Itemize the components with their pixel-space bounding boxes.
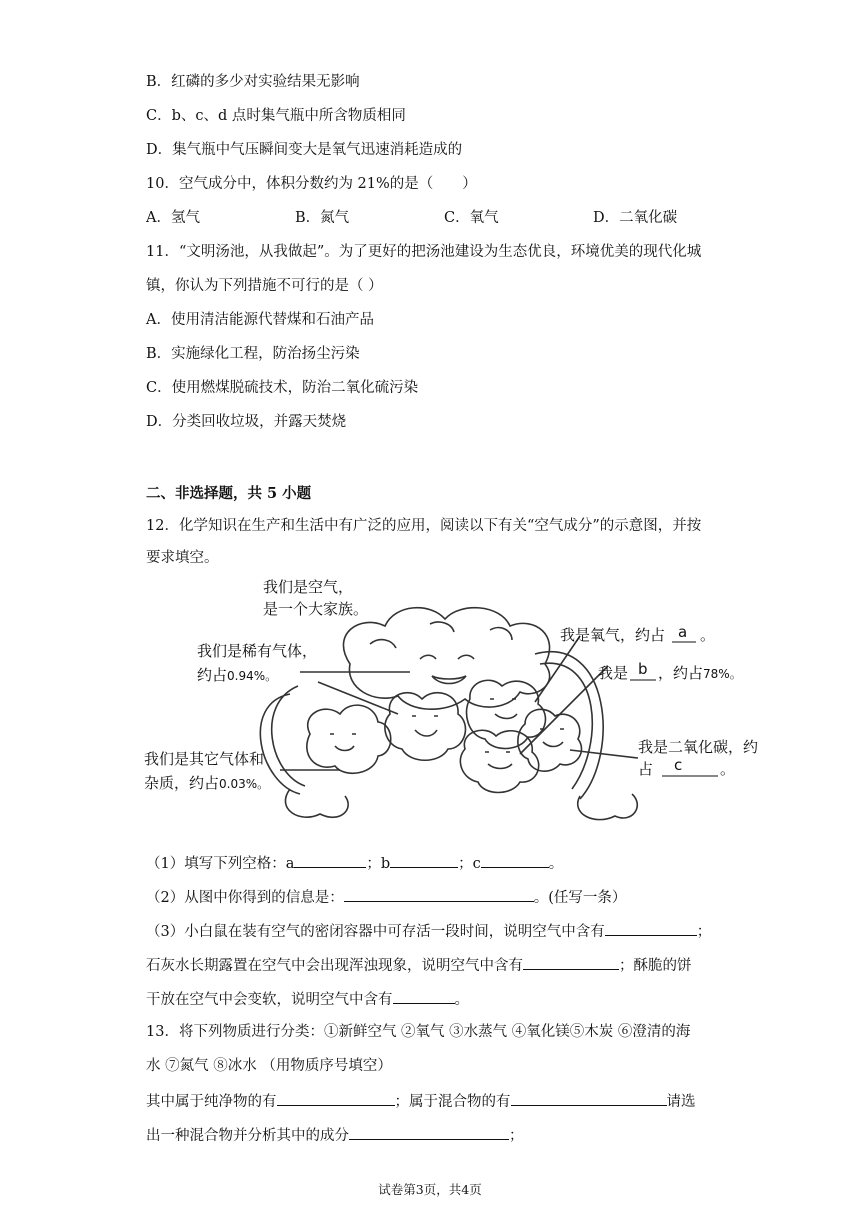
fig-nitrogen-label: ，约占: [658, 664, 704, 682]
q12-sub3-text1: （3）小白鼠在装有空气的密闭容器中可存活一段时间，说明空气中含有: [146, 924, 605, 940]
fig-co2-prefix: 占: [638, 760, 654, 778]
q11-stem-line1: 11．“文明汤池，从我做起”。为了更好的把汤池建设为生态优良，环境优美的现代化城: [146, 244, 702, 260]
fig-air-line1: 我们是空气，: [263, 578, 354, 596]
fig-nitrogen-prefix: 我是: [598, 664, 629, 682]
fig-other-line1: 我们是其它气体和: [144, 750, 265, 768]
q12-sub3-text4: 干放在空气中会变软，说明空气中含有: [146, 992, 393, 1008]
q9-option-d: D．集气瓶中气压瞬间变大是氧气迅速消耗造成的: [146, 142, 463, 158]
q11-stem-line2: 镇，你认为下列措施不可行的是（ ）: [146, 278, 383, 294]
section-title: 二、非选择题，共 5 小题: [146, 485, 312, 502]
fig-other-percent: 0.03%。: [219, 777, 270, 791]
q13-stem-line2: 水 ⑦氮气 ⑧冰水 （用物质序号填空）: [146, 1058, 392, 1074]
q13-mixture-label: ；属于混合物的有: [394, 1094, 511, 1110]
q13-pure-label: 其中属于纯净物的有: [146, 1094, 277, 1110]
q12-sub3-end: 。: [454, 992, 469, 1008]
q12-blank-info[interactable]: [344, 886, 534, 902]
q12-sub1-c-label: ；c: [458, 856, 481, 872]
q12-blank-c[interactable]: [481, 852, 549, 868]
q13-blank-analyze[interactable]: [349, 1124, 509, 1140]
fig-rare-line1: 我们是稀有气体，: [197, 642, 318, 660]
q11-option-d: D．分类回收垃圾，并露天焚烧: [146, 414, 347, 430]
q12-sub2-hint: 。(任写一条）: [533, 890, 627, 906]
q13-select-label: 请选: [666, 1094, 696, 1110]
fig-air-line2: 是一个大家族。: [263, 600, 369, 618]
q12-sub3-line2: [146, 954, 692, 976]
fig-nitrogen-blank: b: [638, 660, 648, 678]
q11-option-a: A．使用清洁能源代替煤和石油产品: [146, 312, 374, 328]
page-footer: 试卷第3页，共4页: [378, 1182, 482, 1197]
q12-blank-mouse[interactable]: [605, 920, 697, 936]
q13-blank-mixture[interactable]: [511, 1090, 667, 1106]
q12-sub1: [146, 852, 563, 874]
fig-co2-line1: 我是二氧化碳，约: [638, 738, 759, 756]
fig-rare-label: 约占: [197, 666, 228, 684]
q12-sub3-text2: 石灰水长期露置在空气中会出现浑浊现象，说明空气中含有: [146, 958, 523, 974]
q10-stem: 10．空气成分中，体积分数约为 21%的是（ ）: [146, 176, 477, 192]
q12-blank-a[interactable]: [294, 852, 366, 868]
q12-sub1-a-label: （1）填写下列空格：a: [146, 856, 295, 872]
q11-option-b: B．实施绿化工程，防治扬尘污染: [146, 346, 360, 362]
q12-sub1-b-label: ；b: [366, 856, 391, 872]
fig-oxygen-end: 。: [700, 626, 716, 644]
air-composition-figure: [140, 574, 780, 834]
q12-sub2-label: （2）从图中你得到的信息是：: [146, 890, 344, 906]
fig-other-line2: [144, 774, 269, 792]
q12-sub3-sep1: ；: [696, 924, 712, 940]
fig-rare-line2: [197, 666, 277, 684]
fig-other-label: 杂质，约占: [144, 774, 220, 792]
q13-stem-line1: 13．将下列物质进行分类：①新鲜空气 ②氧气 ③水蒸气 ④氧化镁⑤木炭 ⑥澄清的海: [146, 1024, 691, 1040]
q12-blank-limewater[interactable]: [523, 954, 619, 970]
q12-sub3-line1: [146, 920, 711, 942]
fig-nitrogen-percent: 78%。: [703, 667, 742, 681]
fig-oxygen-label: 我是氧气，约占: [560, 626, 666, 644]
q10-option-c: C．氧气: [444, 210, 499, 226]
q12-sub2: [146, 886, 626, 908]
q10-option-a: A．氢气: [146, 210, 200, 226]
q9-option-b: B．红磷的多少对实验结果无影响: [146, 74, 360, 90]
q9-option-c: C．b、c、d 点时集气瓶中所含物质相同: [146, 108, 406, 124]
q12-sub3-line3: [146, 988, 469, 1010]
q12-blank-biscuit[interactable]: [393, 988, 455, 1004]
q13-line3: [146, 1090, 696, 1112]
q13-line4-end: ；: [509, 1128, 524, 1144]
fig-nitrogen-rest: [658, 664, 742, 682]
fig-co2-end: 。: [720, 760, 736, 778]
fig-co2-blank: c: [674, 756, 683, 774]
q12-stem-line1: 12．化学知识在生产和生活中有广泛的应用，阅读以下有关“空气成分”的示意图，并按: [146, 518, 702, 534]
q10-option-b: B．氮气: [295, 210, 350, 226]
q10-option-d: D．二氧化碳: [593, 210, 678, 226]
q12-blank-b[interactable]: [390, 852, 458, 868]
fig-oxygen-blank: a: [678, 623, 688, 641]
q12-sub1-end: 。: [548, 856, 564, 872]
q13-blank-pure[interactable]: [277, 1090, 395, 1106]
q13-line4: [146, 1124, 524, 1146]
fig-rare-percent: 0.94%。: [227, 669, 278, 683]
q11-option-c: C．使用燃煤脱硫技术，防治二氧化硫污染: [146, 380, 419, 396]
q13-analyze-label: 出一种混合物并分析其中的成分: [146, 1128, 349, 1144]
q12-stem-line2: 要求填空。: [146, 550, 219, 566]
q12-sub3-text3: ；酥脆的饼: [619, 958, 692, 974]
